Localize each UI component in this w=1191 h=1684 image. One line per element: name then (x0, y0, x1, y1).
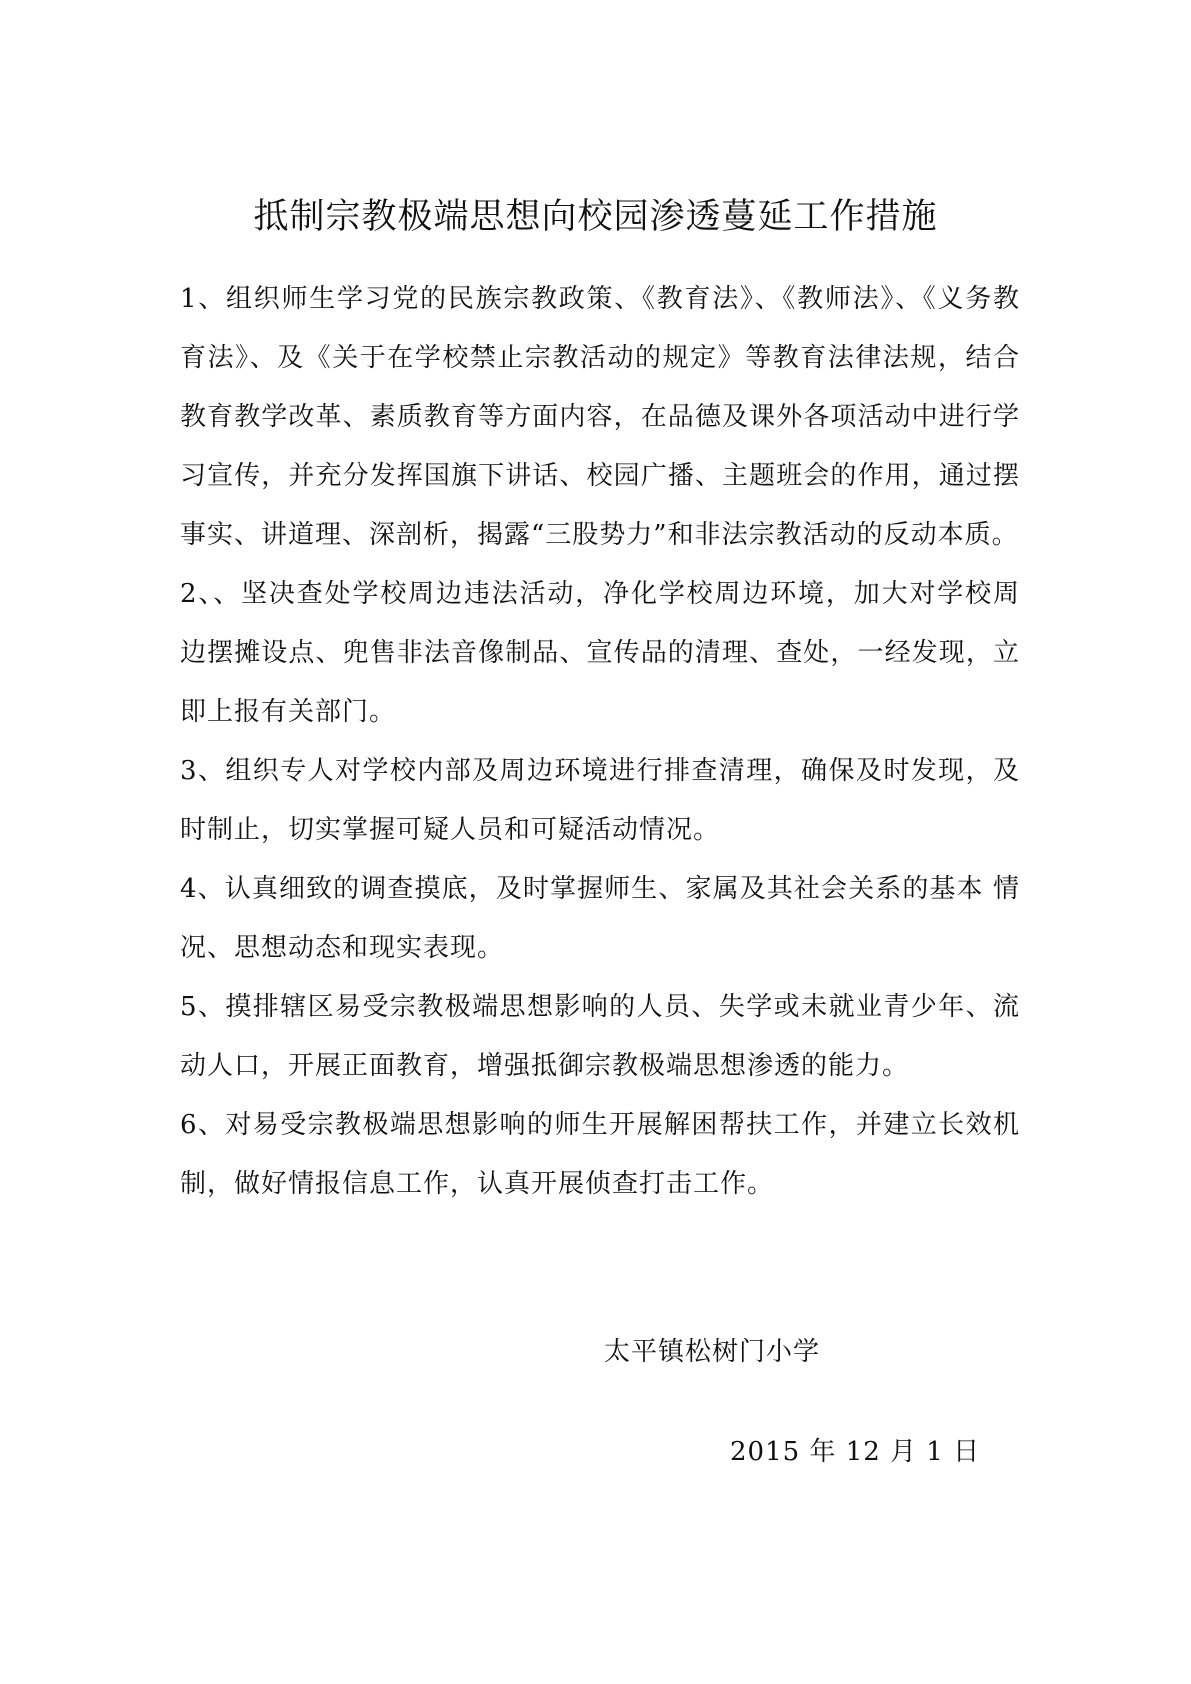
measure-item-4: 4、认真细致的调查摸底，及时掌握师生、家属及其社会关系的基本 情况、思想动态和现实表现。 (180, 874, 1020, 963)
measure-item-2: 2、、坚决查处学校周边违法活动，净化学校周边环境，加大对学校周边摆摊设点、兜售非法音像制品、宣传品的清理、查处，一经发现，立即上报有关部门。 (180, 579, 1020, 727)
document-body (180, 270, 1020, 1214)
issue-date: 2015 年 12 月 1 日 (730, 1437, 981, 1467)
measure-item-5: 5、摸排辖区易受宗教极端思想影响的人员、失学或未就业青少年、流动人口，开展正面教育，增强抵御宗教极端思想渗透的能力。 (180, 992, 1020, 1081)
measure-item-1: 1、组织师生学习党的民族宗教政策、《教育法》、《教师法》、《义务教育法》、及《关于在学校禁止宗教活动的规定》等教育法律法规，结合教育教学改革、素质教育等方面内容，在品德及课外各项活动中进行学习宣传，并充分发挥国旗下讲话、校园广播、主题班会的作用，通过摆事实、讲道理、深剖析，揭露“三股势力”和非法宗教活动的反动本质。 (180, 284, 1020, 550)
document-title: 抵制宗教极端思想向校园渗透蔓延工作措施 (253, 197, 938, 237)
measure-item-3: 3、组织专人对学校内部及周边环境进行排查清理，确保及时发现，及时制止，切实掌握可疑人员和可疑活动情况。 (180, 756, 1020, 845)
issuer-signature: 太平镇松树门小学 (604, 1337, 821, 1367)
measure-item-6: 6、对易受宗教极端思想影响的师生开展解困帮扶工作，并建立长效机制，做好情报信息工作，认真开展侦查打击工作。 (180, 1110, 1020, 1199)
